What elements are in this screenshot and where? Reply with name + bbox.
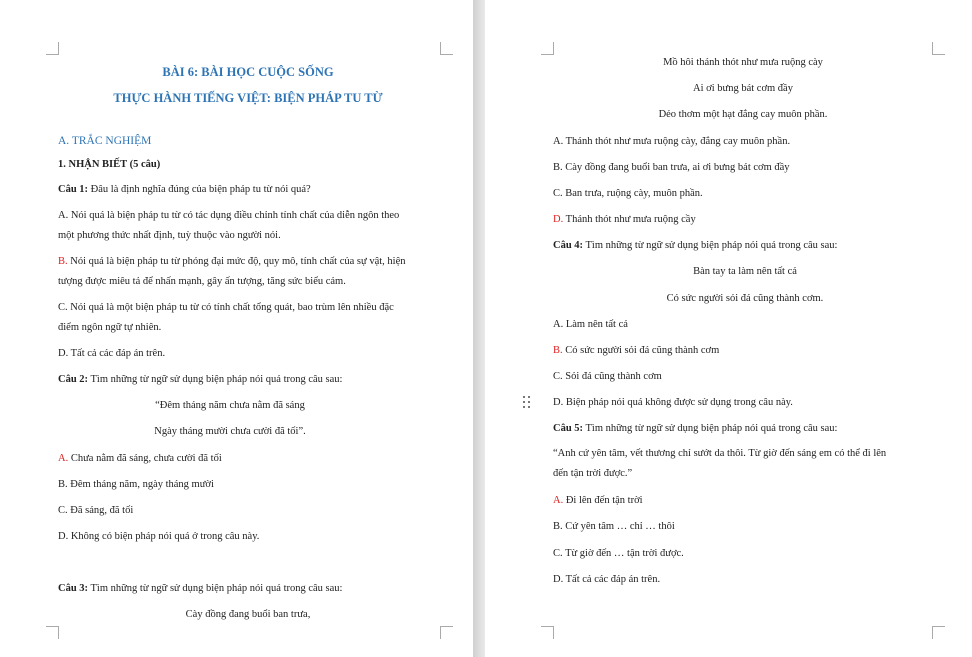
question-text: Tìm những từ ngữ sử dụng biện pháp nói quá trong câu sau: (88, 374, 343, 385)
question-4 (553, 239, 837, 252)
margin-corner-top-right (932, 42, 945, 55)
subsection-heading: 1. NHẬN BIẾT (5 câu) (58, 159, 161, 170)
q4-option-b (553, 344, 719, 357)
margin-corner-top-right (440, 42, 453, 55)
q1-option-b-line1 (58, 255, 405, 268)
margin-corner-bottom-right (440, 626, 453, 639)
q2-option-d: D. Không có biện pháp nói quá ở trong câu này. (58, 531, 260, 542)
question-5 (553, 422, 837, 435)
question-text: Tìm những từ ngữ sử dụng biện pháp nói quá trong câu sau: (583, 423, 838, 434)
q4-option-a: A. Làm nên tất cả (553, 319, 628, 330)
document-page-1[interactable] (0, 0, 473, 657)
q4-option-d: D. Biện pháp nói quá không được sử dụng trong câu này. (553, 397, 793, 408)
q1-option-d: D. Tất cả các đáp án trên. (58, 348, 166, 359)
question-2 (58, 373, 342, 386)
document-page-2[interactable] (485, 0, 972, 657)
option-text: Chưa nằm đã sáng, chưa cười đã tối (68, 453, 222, 464)
q3-quote-line4: Dẻo thơm một hạt đắng cay muôn phần. (658, 109, 828, 120)
q4-quote-line2: Có sức người sỏi đá cũng thành cơm. (666, 293, 824, 304)
q3-quote-line3: Ai ơi bưng bát cơm đầy (693, 83, 793, 94)
q3-option-c: C. Ban trưa, ruộng cày, muôn phần. (553, 188, 703, 199)
section-heading: A. TRẮC NGHIỆM (58, 135, 152, 147)
q3-option-d (553, 213, 696, 226)
q1-option-a-line1: A. Nói quá là biện pháp tu từ có tác dụng điều chỉnh tính chất của diễn ngôn theo (58, 210, 400, 221)
q2-option-b: B. Đêm tháng năm, ngày tháng mười (58, 479, 214, 490)
q5-option-a (553, 494, 643, 507)
correct-answer-letter: A. (553, 495, 564, 506)
q1-option-a-line2: một phương thức nhất định, tuỳ thuộc vào người nói. (58, 230, 281, 241)
lesson-subtitle: THỰC HÀNH TIẾNG VIỆT: BIỆN PHÁP TU TỪ (113, 91, 383, 105)
option-text: Có sức người sỏi đá cũng thành cơm (562, 345, 720, 356)
question-3 (58, 582, 342, 595)
question-label: Câu 3: (58, 583, 89, 594)
question-text: Đâu là định nghĩa đúng của biện pháp tu từ nói quá? (88, 184, 311, 195)
q1-option-c-line2: điểm ngôn ngữ tự nhiên. (58, 322, 162, 333)
question-label: Câu 1: (58, 184, 89, 195)
q4-option-c: C. Sỏi đá cũng thành cơm (553, 371, 662, 382)
margin-corner-bottom-left (541, 626, 554, 639)
q2-quote-line1: “Đêm tháng năm chưa nằm đã sáng (155, 400, 305, 411)
correct-answer-letter: D. (553, 214, 564, 225)
drag-handle-icon[interactable] (523, 396, 531, 410)
q5-quote-line2: đến tận trời được.” (553, 468, 633, 479)
q2-option-c: C. Đã sáng, đã tối (58, 505, 134, 516)
q1-option-c-line1: C. Nói quá là một biện pháp tu từ có tính chất tổng quát, bao trùm lên nhiều đặc (58, 302, 394, 313)
q2-option-a (58, 452, 222, 465)
question-label: Câu 4: (553, 240, 584, 251)
q5-option-d: D. Tất cả các đáp án trên. (553, 574, 661, 585)
q3-option-a: A. Thánh thót như mưa ruộng cày, đắng cay muôn phần. (553, 136, 791, 147)
question-text: Tìm những từ ngữ sử dụng biện pháp nói quá trong câu sau: (583, 240, 838, 251)
q3-quote-line2: Mồ hôi thánh thót như mưa ruộng cày (663, 57, 823, 68)
q5-option-c: C. Từ giờ đến … tận trời được. (553, 548, 684, 559)
question-label: Câu 5: (553, 423, 584, 434)
q1-option-b-line2: tượng được miêu tả để nhấn mạnh, gây ấn tượng, tăng sức biểu cảm. (58, 276, 346, 287)
option-text: Nói quá là biện pháp tu từ phóng đại mức độ, quy mô, tính chất của sự vật, hiện (67, 256, 406, 267)
question-1 (58, 183, 311, 196)
question-text: Tìm những từ ngữ sử dụng biện pháp nói quá trong câu sau: (88, 583, 343, 594)
q3-quote-line1: Cày đồng đang buổi ban trưa, (185, 609, 311, 620)
q3-option-b: B. Cày đồng đang buổi ban trưa, ai ơi bưng bát cơm đầy (553, 162, 790, 173)
q5-quote-line1: “Anh cứ yên tâm, vết thương chỉ sướt da thôi. Từ giờ đến sáng em có thể đi lên (553, 448, 887, 459)
margin-corner-top-left (46, 42, 59, 55)
option-text: Thánh thót như mưa ruộng cầy (563, 214, 696, 225)
correct-answer-letter: B. (553, 345, 563, 356)
question-label: Câu 2: (58, 374, 89, 385)
margin-corner-bottom-right (932, 626, 945, 639)
margin-corner-top-left (541, 42, 554, 55)
q4-quote-line1: Bàn tay ta làm nên tất cả (693, 266, 797, 277)
lesson-title: BÀI 6: BÀI HỌC CUỘC SỐNG (162, 65, 334, 79)
option-text: Đi lên đến tận trời (563, 495, 643, 506)
correct-answer-letter: A. (58, 453, 69, 464)
margin-corner-bottom-left (46, 626, 59, 639)
correct-answer-letter: B. (58, 256, 68, 267)
q5-option-b: B. Cứ yên tâm … chỉ … thôi (553, 521, 675, 532)
q2-quote-line2: Ngày tháng mười chưa cười đã tối”. (154, 426, 306, 437)
